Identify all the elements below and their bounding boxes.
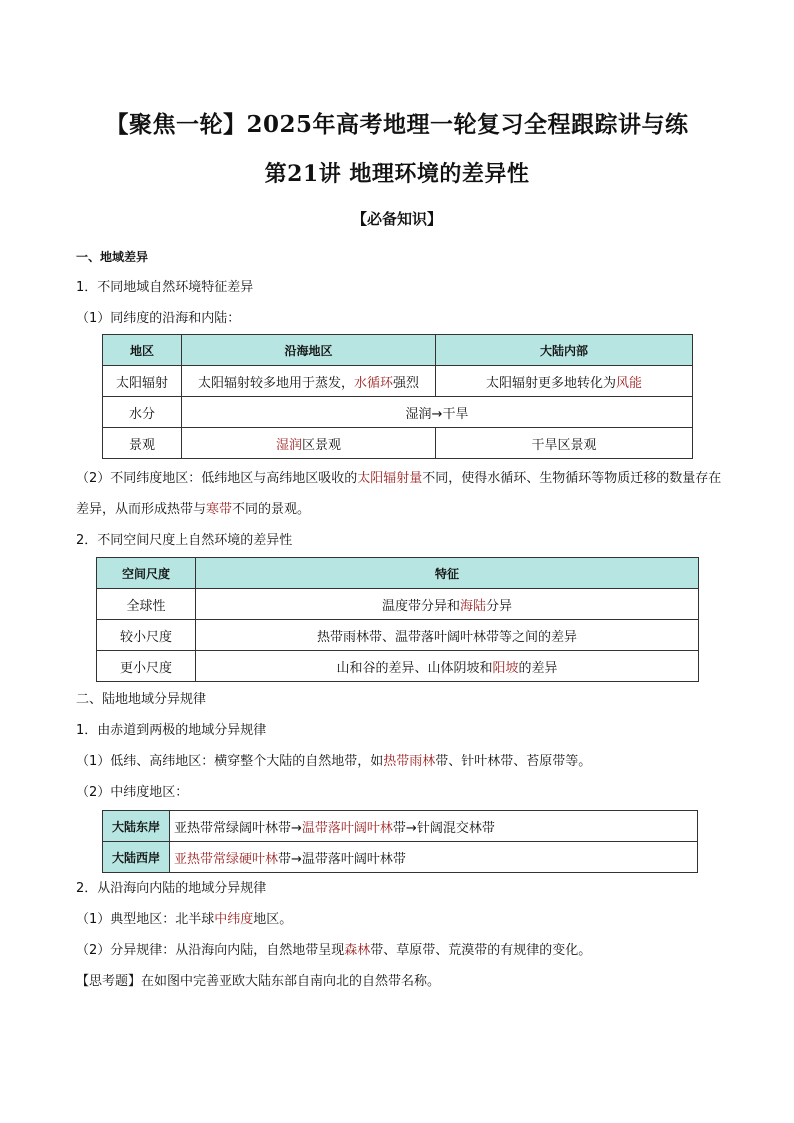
part2-sub3: （1）典型地区：北半球中纬度地区。	[76, 912, 293, 927]
table-header: 大陆内部	[436, 335, 693, 366]
row-label: 太阳辐射	[103, 366, 182, 397]
table-cell: 亚热带常绿阔叶林带→温带落叶阔叶林带→针阔混交林带	[170, 811, 698, 842]
lecture-title: 第21讲 地理环境的差异性	[264, 161, 530, 187]
row-label: 较小尺度	[97, 620, 196, 651]
row-label: 大陆西岸	[103, 842, 170, 873]
part2-item2: 2．从沿海向内陆的地域分异规律	[76, 881, 267, 896]
row-label: 水分	[103, 397, 182, 428]
part2-heading: 二、陆地地域分异规律	[76, 692, 207, 707]
row-label: 大陆东岸	[103, 811, 170, 842]
table-header: 沿海地区	[182, 335, 436, 366]
table-cell: 温度带分异和海陆分异	[196, 589, 699, 620]
part1-item2: 2．不同空间尺度上自然环境的差异性	[76, 533, 293, 548]
table-row	[97, 620, 699, 651]
table-row	[103, 397, 693, 428]
table-cell: 湿润→干旱	[182, 397, 693, 428]
table-cell: 亚热带常绿硬叶林带→温带落叶阔叶林带	[170, 842, 698, 873]
table-row	[103, 811, 698, 842]
part2-sub1: （1）低纬、高纬地区：横穿整个大陆的自然地带，如热带雨林带、针叶林带、苔原带等。	[76, 754, 592, 769]
row-label: 更小尺度	[97, 651, 196, 682]
table-cell: 湿润区景观	[182, 428, 436, 459]
mid-latitude-table	[102, 810, 698, 873]
part2-sub2: （2）中纬度地区：	[76, 785, 189, 800]
table-cell: 太阳辐射更多地转化为风能	[436, 366, 693, 397]
part1-sub1: （1）同纬度的沿海和内陆：	[76, 311, 241, 326]
part1-item1: 1．不同地域自然环境特征差异	[76, 280, 254, 295]
table-cell: 太阳辐射较多地用于蒸发，水循环强烈	[182, 366, 436, 397]
row-label: 全球性	[97, 589, 196, 620]
document-title: 【聚焦一轮】2025年高考地理一轮复习全程跟踪讲与练	[105, 111, 689, 138]
part1-sub2-paragraph: （2）不同纬度地区：低纬地区与高纬地区吸收的太阳辐射量不同，使得水循环、生物循环等物质迁移的数量存在差异，从而形成热带与寒带不同的景观。	[76, 471, 722, 517]
think-question: 【思考题】在如图中完善亚欧大陆东部自南向北的自然带名称。	[76, 974, 441, 989]
table-header: 特征	[196, 558, 699, 589]
table-row	[97, 589, 699, 620]
table-row	[103, 842, 698, 873]
table-header: 空间尺度	[97, 558, 196, 589]
table-cell: 热带雨林带、温带落叶阔叶林带等之间的差异	[196, 620, 699, 651]
table-cell: 山和谷的差异、山体阴坡和阳坡的差异	[196, 651, 699, 682]
part2-sub4: （2）分异规律：从沿海向内陆，自然地带呈现森林带、草原带、荒漠带的有规律的变化。	[76, 943, 592, 958]
table-row	[103, 366, 693, 397]
part2-item1: 1．由赤道到两极的地域分异规律	[76, 723, 267, 738]
table-row	[103, 428, 693, 459]
row-label: 景观	[103, 428, 182, 459]
table-header: 地区	[103, 335, 182, 366]
section-tag: 【必备知识】	[351, 210, 442, 228]
part1-heading: 一、地域差异	[76, 250, 149, 264]
same-latitude-table	[102, 334, 693, 459]
spatial-scale-table	[96, 557, 699, 682]
table-row	[97, 651, 699, 682]
table-cell: 干旱区景观	[436, 428, 693, 459]
